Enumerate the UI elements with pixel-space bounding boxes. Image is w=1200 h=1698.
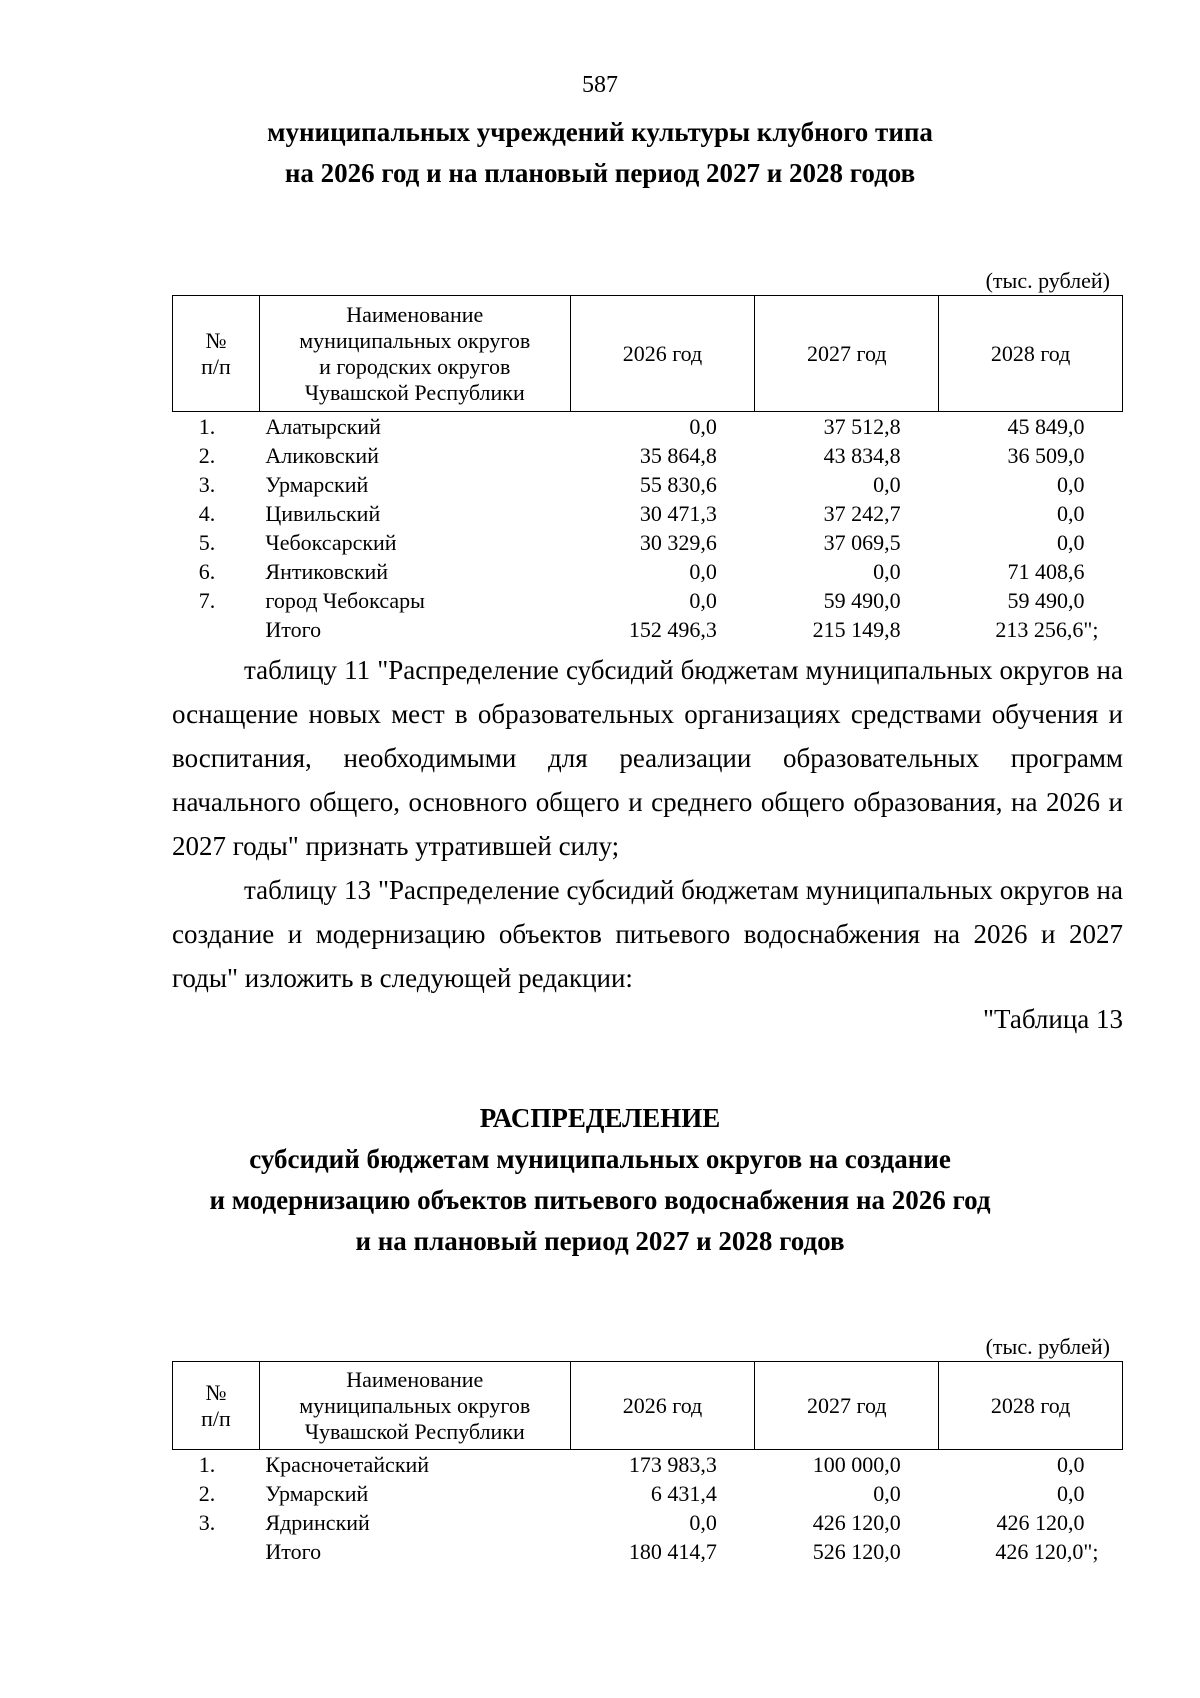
row-2027: 215 149,8 (812, 617, 901, 642)
row-name: Цивильский (265, 501, 381, 526)
row-2026: 30 471,3 (639, 501, 717, 526)
table1-title-line: муниципальных учреждений культуры клубного типа (267, 117, 933, 147)
table2-title-line: субсидий бюджетам муниципальных округов на создание (249, 1144, 951, 1174)
row-name: Аликовский (265, 443, 379, 468)
body-text (172, 648, 1123, 1000)
table1 (172, 295, 1123, 644)
header-num (173, 1362, 260, 1450)
row-2026: 0,0 (689, 414, 717, 439)
table2-header-row (173, 1362, 1123, 1450)
row-name: Урмарский (265, 1481, 369, 1506)
row-2028: 0,0 (1057, 501, 1085, 526)
row-2028: 36 509,0 (1007, 443, 1085, 468)
row-name: Итого (265, 617, 322, 642)
row-name: Янтиковский (265, 559, 389, 584)
row-num: 7. (198, 588, 216, 613)
header-2026: 2026 год (570, 1362, 755, 1450)
header-num-line: № (205, 327, 227, 353)
row-2027: 37 242,7 (823, 501, 901, 526)
table-row (173, 441, 1123, 470)
row-2026: 30 329,6 (639, 530, 717, 555)
row-name: город Чебоксары (265, 588, 425, 613)
header-2026: 2026 год (570, 296, 755, 412)
row-2028: 426 120,0"; (995, 1539, 1099, 1564)
row-2028: 0,0 (1057, 472, 1085, 497)
table-total-row (173, 615, 1123, 644)
header-name-line: Чувашской Республики (304, 379, 525, 405)
table1-title-line: на 2026 год и на плановый период 2027 и 2028 годов (284, 158, 916, 188)
row-num: 3. (198, 1510, 216, 1535)
table-total-row (173, 1537, 1123, 1566)
row-2027: 0,0 (873, 472, 901, 497)
row-2028: 426 120,0 (996, 1510, 1085, 1535)
table1-header-row (173, 296, 1123, 412)
table-row (173, 412, 1123, 442)
table2-unit: (тыс. рублей) (985, 1334, 1110, 1359)
row-name: Чебоксарский (265, 530, 397, 555)
row-2026: 6 431,4 (650, 1481, 717, 1506)
row-2026: 0,0 (689, 559, 717, 584)
paragraph-1: таблицу 11 "Распределение субсидий бюджетам муниципальных округов на оснащение новых мест в образовательных организациях средствами обучения и воспитания, необходимыми для реализации образовательных программ начального общего, основного общего и среднего общего образования, на 2026 и 2027 годы" признать утратившей силу; (172, 655, 1123, 861)
table2-title-line: и модернизацию объектов питьевого водоснабжения на 2026 год (209, 1185, 991, 1215)
page-number: 587 (582, 72, 618, 98)
header-name-line: Наименование (346, 1366, 484, 1392)
table2-title (0, 1098, 1200, 1262)
table-row (173, 470, 1123, 499)
header-2027: 2027 год (755, 1362, 939, 1450)
row-num: 1. (198, 1452, 216, 1477)
table-row (173, 586, 1123, 615)
header-name-line: муниципальных округов (299, 1392, 531, 1418)
row-2027: 0,0 (873, 559, 901, 584)
table2 (172, 1361, 1123, 1566)
row-2027: 100 000,0 (812, 1452, 901, 1477)
table-row (173, 528, 1123, 557)
row-2026: 180 414,7 (628, 1539, 717, 1564)
row-num (173, 615, 260, 644)
row-name: Итого (265, 1539, 322, 1564)
row-2026: 173 983,3 (628, 1452, 717, 1477)
row-2026: 55 830,6 (639, 472, 717, 497)
row-num: 3. (198, 472, 216, 497)
row-2028: 71 408,6 (1007, 559, 1085, 584)
header-name (259, 296, 570, 412)
row-2027: 0,0 (873, 1481, 901, 1506)
row-2027: 37 512,8 (823, 414, 901, 439)
row-2026: 0,0 (689, 1510, 717, 1535)
header-2028: 2028 год (939, 1362, 1123, 1450)
table-row (173, 1479, 1123, 1508)
header-name-line: Чувашской Республики (304, 1418, 525, 1444)
row-2028: 59 490,0 (1007, 588, 1085, 613)
header-num (173, 296, 260, 412)
header-2028: 2028 год (939, 296, 1123, 412)
row-2028: 0,0 (1057, 530, 1085, 555)
row-num: 1. (198, 414, 216, 439)
header-name-line: муниципальных округов (299, 327, 531, 353)
row-name: Ядринский (265, 1510, 370, 1535)
row-2028: 0,0 (1057, 1481, 1085, 1506)
row-name: Красночетайский (265, 1452, 430, 1477)
row-num: 2. (198, 443, 216, 468)
row-2027: 37 069,5 (823, 530, 901, 555)
header-num-line: № (205, 1379, 227, 1405)
row-2027: 59 490,0 (823, 588, 901, 613)
table-row (173, 557, 1123, 586)
row-num: 6. (198, 559, 216, 584)
row-num (173, 1537, 260, 1566)
table2-title-line: и на плановый период 2027 и 2028 годов (355, 1226, 845, 1256)
header-num-line: п/п (201, 353, 231, 379)
row-2027: 43 834,8 (823, 443, 901, 468)
row-num: 5. (198, 530, 216, 555)
row-name: Алатырский (265, 414, 381, 439)
header-name-line: и городских округов (319, 353, 511, 379)
table1-title (0, 112, 1200, 194)
row-2028: 0,0 (1057, 1452, 1085, 1477)
paragraph-2: таблицу 13 "Распределение субсидий бюджетам муниципальных округов на создание и модернизацию объектов питьевого водоснабжения на 2026 и 2027 годы" изложить в следующей редакции: (172, 875, 1123, 993)
row-2026: 35 864,8 (639, 443, 717, 468)
row-2026: 152 496,3 (628, 617, 717, 642)
row-2028: 213 256,6"; (995, 617, 1099, 642)
table-row (173, 499, 1123, 528)
row-2028: 45 849,0 (1007, 414, 1085, 439)
table2-title-line: РАСПРЕДЕЛЕНИЕ (479, 1103, 721, 1133)
header-num-line: п/п (201, 1405, 231, 1431)
table1-unit: (тыс. рублей) (985, 268, 1110, 293)
table-row (173, 1508, 1123, 1537)
header-name-line: Наименование (346, 301, 484, 327)
table-row (173, 1450, 1123, 1480)
row-num: 4. (198, 501, 216, 526)
table-label: "Таблица 13 (983, 1004, 1123, 1034)
header-2027: 2027 год (755, 296, 939, 412)
header-name (259, 1362, 570, 1450)
row-num: 2. (198, 1481, 216, 1506)
row-2026: 0,0 (689, 588, 717, 613)
row-name: Урмарский (265, 472, 369, 497)
row-2027: 426 120,0 (812, 1510, 901, 1535)
row-2027: 526 120,0 (812, 1539, 901, 1564)
